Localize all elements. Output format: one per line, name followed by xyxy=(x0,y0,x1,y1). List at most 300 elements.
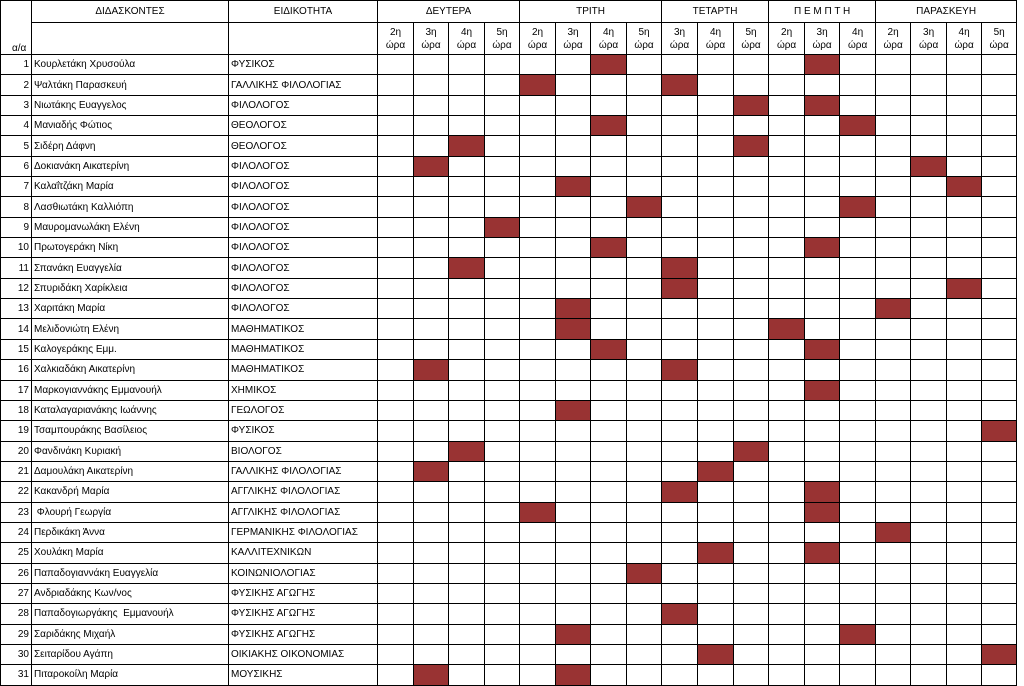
schedule-cell xyxy=(805,217,840,237)
schedule-cell xyxy=(520,217,556,237)
hour-word: ώρα xyxy=(741,39,761,51)
schedule-cell xyxy=(414,116,449,136)
schedule-cell xyxy=(378,400,414,420)
schedule-cell xyxy=(982,217,1017,237)
teacher-name: Ανδριαδάκης Κων/νος xyxy=(32,583,229,603)
row-number: 6 xyxy=(1,156,32,176)
schedule-cell xyxy=(947,75,982,95)
schedule-cell xyxy=(840,665,876,685)
schedule-cell xyxy=(449,583,485,603)
schedule-cell xyxy=(734,543,769,563)
schedule-cell xyxy=(947,482,982,502)
schedule-cell xyxy=(591,95,627,115)
schedule-cell xyxy=(734,563,769,583)
schedule-cell xyxy=(698,502,734,522)
schedule-cell xyxy=(734,217,769,237)
schedule-cell xyxy=(520,238,556,258)
teacher-specialty: ΘΕΟΛΟΓΟΣ xyxy=(229,116,378,136)
schedule-cell xyxy=(982,339,1017,359)
schedule-cell-occupied xyxy=(982,644,1017,664)
schedule-cell xyxy=(414,238,449,258)
schedule-cell xyxy=(662,217,698,237)
schedule-cell xyxy=(556,95,591,115)
schedule-cell xyxy=(414,502,449,522)
schedule-cell xyxy=(698,482,734,502)
schedule-cell-occupied xyxy=(520,75,556,95)
schedule-cell xyxy=(911,441,947,461)
schedule-cell-occupied xyxy=(449,258,485,278)
schedule-cell xyxy=(947,360,982,380)
schedule-cell xyxy=(840,400,876,420)
teacher-name: Τσαμπουράκης Βασίλειος xyxy=(32,421,229,441)
schedule-cell xyxy=(911,258,947,278)
schedule-cell xyxy=(520,421,556,441)
teacher-name: Μελιδονιώτη Ελένη xyxy=(32,319,229,339)
teacher-name: Καταλαγαριανάκης Ιωάννης xyxy=(32,400,229,420)
hour-header-row xyxy=(1,23,1017,55)
table-row xyxy=(1,156,1017,176)
schedule-cell xyxy=(449,400,485,420)
schedule-cell xyxy=(485,665,520,685)
hour-word: ώρα xyxy=(954,39,974,51)
teacher-specialty: ΧΗΜΙΚΟΣ xyxy=(229,380,378,400)
schedule-cell xyxy=(982,136,1017,156)
schedule-cell xyxy=(556,156,591,176)
schedule-cell xyxy=(805,441,840,461)
schedule-cell xyxy=(982,360,1017,380)
schedule-cell xyxy=(556,197,591,217)
table-row xyxy=(1,380,1017,400)
schedule-cell-occupied xyxy=(805,482,840,502)
specialty-header-blank xyxy=(229,23,378,55)
schedule-cell xyxy=(805,644,840,664)
schedule-cell xyxy=(911,400,947,420)
schedule-cell xyxy=(449,482,485,502)
schedule-cell xyxy=(378,563,414,583)
schedule-cell xyxy=(449,116,485,136)
schedule-cell xyxy=(449,278,485,298)
schedule-cell xyxy=(485,461,520,481)
schedule-cell xyxy=(449,95,485,115)
schedule-cell xyxy=(627,421,662,441)
schedule-cell xyxy=(556,380,591,400)
schedule-cell xyxy=(449,380,485,400)
hour-word: ώρα xyxy=(421,39,441,51)
hour-word: ώρα xyxy=(705,39,726,51)
schedule-cell xyxy=(591,522,627,542)
schedule-cell xyxy=(414,563,449,583)
schedule-cell xyxy=(982,258,1017,278)
hour-word: ώρα xyxy=(634,39,654,51)
schedule-cell xyxy=(485,400,520,420)
schedule-cell xyxy=(805,136,840,156)
schedule-cell-occupied xyxy=(591,116,627,136)
schedule-cell xyxy=(911,95,947,115)
schedule-cell xyxy=(662,522,698,542)
schedule-cell xyxy=(734,604,769,624)
schedule-cell xyxy=(840,583,876,603)
schedule-cell xyxy=(769,380,805,400)
schedule-cell xyxy=(662,461,698,481)
schedule-cell xyxy=(520,55,556,75)
schedule-cell xyxy=(520,299,556,319)
hour-header xyxy=(520,23,556,55)
schedule-cell-occupied xyxy=(414,461,449,481)
day-header-row xyxy=(1,1,1017,23)
schedule-cell xyxy=(485,339,520,359)
schedule-cell xyxy=(876,563,911,583)
schedule-cell xyxy=(485,522,520,542)
schedule-cell xyxy=(769,583,805,603)
schedule-cell xyxy=(769,116,805,136)
schedule-cell xyxy=(556,136,591,156)
schedule-cell xyxy=(591,299,627,319)
schedule-cell xyxy=(520,583,556,603)
schedule-cell-occupied xyxy=(805,238,840,258)
schedule-cell-occupied xyxy=(982,421,1017,441)
schedule-cell xyxy=(982,319,1017,339)
schedule-cell xyxy=(982,156,1017,176)
schedule-cell-occupied xyxy=(591,339,627,359)
hour-header xyxy=(911,23,947,55)
schedule-cell xyxy=(591,624,627,644)
schedule-cell xyxy=(947,197,982,217)
schedule-cell xyxy=(876,238,911,258)
row-number: 27 xyxy=(1,583,32,603)
teacher-name: Καλαΐτζάκη Μαρία xyxy=(32,177,229,197)
schedule-cell xyxy=(947,116,982,136)
schedule-cell xyxy=(947,502,982,522)
schedule-cell xyxy=(840,421,876,441)
schedule-cell xyxy=(840,543,876,563)
schedule-cell-occupied xyxy=(414,360,449,380)
schedule-cell xyxy=(520,665,556,685)
schedule-cell-occupied xyxy=(840,116,876,136)
table-row xyxy=(1,400,1017,420)
schedule-cell-occupied xyxy=(414,156,449,176)
schedule-cell xyxy=(520,339,556,359)
schedule-cell xyxy=(378,95,414,115)
schedule-cell xyxy=(378,339,414,359)
schedule-cell xyxy=(734,400,769,420)
schedule-cell xyxy=(485,75,520,95)
schedule-cell xyxy=(982,55,1017,75)
teacher-specialty: ΜΟΥΣΙΚΗΣ xyxy=(229,665,378,685)
row-number: 24 xyxy=(1,522,32,542)
schedule-cell xyxy=(982,75,1017,95)
schedule-cell xyxy=(840,55,876,75)
table-row xyxy=(1,665,1017,685)
schedule-cell xyxy=(414,136,449,156)
schedule-cell xyxy=(449,177,485,197)
schedule-cell xyxy=(734,502,769,522)
schedule-cell xyxy=(414,197,449,217)
schedule-cell xyxy=(378,543,414,563)
schedule-cell xyxy=(734,421,769,441)
schedule-cell xyxy=(698,197,734,217)
schedule-cell xyxy=(627,238,662,258)
schedule-cell xyxy=(520,278,556,298)
schedule-cell xyxy=(911,604,947,624)
schedule-cell xyxy=(591,258,627,278)
schedule-cell xyxy=(734,624,769,644)
teacher-specialty: ΑΓΓΛΙΚΗΣ ΦΙΛΟΛΟΓΙΑΣ xyxy=(229,502,378,522)
schedule-cell xyxy=(556,502,591,522)
schedule-cell xyxy=(698,75,734,95)
schedule-cell xyxy=(378,644,414,664)
schedule-cell xyxy=(769,461,805,481)
table-row xyxy=(1,55,1017,75)
schedule-cell xyxy=(911,482,947,502)
schedule-cell xyxy=(840,522,876,542)
schedule-cell xyxy=(627,583,662,603)
schedule-cell xyxy=(414,217,449,237)
schedule-cell xyxy=(449,156,485,176)
teacher-specialty: ΓΕΩΛΟΓΟΣ xyxy=(229,400,378,420)
schedule-cell xyxy=(947,299,982,319)
schedule-cell xyxy=(734,75,769,95)
schedule-cell xyxy=(876,116,911,136)
schedule-cell xyxy=(414,319,449,339)
schedule-cell xyxy=(982,278,1017,298)
teacher-specialty: ΦΙΛΟΛΟΓΟΣ xyxy=(229,278,378,298)
schedule-cell xyxy=(805,583,840,603)
schedule-cell xyxy=(911,461,947,481)
row-number: 16 xyxy=(1,360,32,380)
schedule-cell xyxy=(698,55,734,75)
schedule-cell xyxy=(520,563,556,583)
schedule-cell-occupied xyxy=(662,360,698,380)
schedule-cell xyxy=(378,75,414,95)
schedule-cell xyxy=(591,461,627,481)
schedule-cell xyxy=(591,177,627,197)
schedule-cell xyxy=(556,238,591,258)
schedule-cell xyxy=(698,177,734,197)
schedule-cell xyxy=(556,116,591,136)
schedule-cell xyxy=(805,624,840,644)
schedule-cell xyxy=(520,360,556,380)
schedule-cell xyxy=(876,136,911,156)
schedule-cell xyxy=(840,156,876,176)
schedule-cell xyxy=(627,177,662,197)
teacher-specialty: ΦΥΣΙΚΗΣ ΑΓΩΓΗΣ xyxy=(229,583,378,603)
schedule-cell xyxy=(947,339,982,359)
teacher-specialty: ΚΑΛΛΙΤΕΧΝΙΚΩΝ xyxy=(229,543,378,563)
schedule-cell xyxy=(982,380,1017,400)
schedule-cell xyxy=(876,75,911,95)
schedule-cell xyxy=(982,665,1017,685)
teacher-specialty: ΦΥΣΙΚΗΣ ΑΓΩΓΗΣ xyxy=(229,604,378,624)
hour-number: 3η xyxy=(425,26,437,38)
schedule-cell xyxy=(378,380,414,400)
schedule-cell xyxy=(876,217,911,237)
schedule-cell xyxy=(520,624,556,644)
schedule-cell xyxy=(769,197,805,217)
schedule-cell xyxy=(769,624,805,644)
schedule-cell xyxy=(698,136,734,156)
schedule-cell xyxy=(520,258,556,278)
schedule-cell xyxy=(769,665,805,685)
schedule-cell xyxy=(840,319,876,339)
schedule-cell xyxy=(591,380,627,400)
hour-header xyxy=(698,23,734,55)
hour-header xyxy=(449,23,485,55)
schedule-cell xyxy=(734,644,769,664)
row-number: 15 xyxy=(1,339,32,359)
schedule-cell xyxy=(876,543,911,563)
schedule-cell-occupied xyxy=(662,258,698,278)
teachers-header-blank xyxy=(32,23,229,55)
schedule-cell xyxy=(805,604,840,624)
schedule-cell xyxy=(556,644,591,664)
teacher-specialty: ΒΙΟΛΟΓΟΣ xyxy=(229,441,378,461)
schedule-cell xyxy=(698,217,734,237)
schedule-cell xyxy=(591,583,627,603)
hour-number: 5η xyxy=(638,26,650,38)
schedule-cell xyxy=(627,116,662,136)
schedule-cell xyxy=(947,665,982,685)
row-number: 30 xyxy=(1,644,32,664)
schedule-cell xyxy=(947,543,982,563)
teacher-specialty: ΦΥΣΙΚΗΣ ΑΓΩΓΗΣ xyxy=(229,624,378,644)
schedule-cell xyxy=(485,624,520,644)
schedule-cell xyxy=(769,136,805,156)
schedule-cell xyxy=(662,197,698,217)
schedule-cell xyxy=(591,217,627,237)
schedule-cell xyxy=(698,299,734,319)
teacher-specialty: ΑΓΓΛΙΚΗΣ ΦΙΛΟΛΟΓΙΑΣ xyxy=(229,482,378,502)
schedule-cell xyxy=(840,217,876,237)
schedule-cell xyxy=(805,299,840,319)
schedule-cell xyxy=(805,461,840,481)
schedule-cell xyxy=(378,482,414,502)
row-number: 10 xyxy=(1,238,32,258)
schedule-cell xyxy=(769,177,805,197)
teacher-specialty: ΜΑΘΗΜΑΤΙΚΟΣ xyxy=(229,360,378,380)
schedule-cell xyxy=(378,156,414,176)
schedule-cell xyxy=(449,55,485,75)
schedule-cell xyxy=(449,624,485,644)
schedule-cell xyxy=(449,238,485,258)
schedule-cell xyxy=(520,400,556,420)
schedule-cell xyxy=(876,278,911,298)
schedule-cell xyxy=(769,482,805,502)
schedule-cell xyxy=(876,421,911,441)
schedule-cell xyxy=(627,644,662,664)
hour-header xyxy=(662,23,698,55)
schedule-cell xyxy=(734,583,769,603)
schedule-cell xyxy=(982,441,1017,461)
schedule-cell xyxy=(876,156,911,176)
schedule-cell xyxy=(627,665,662,685)
schedule-cell xyxy=(805,522,840,542)
schedule-body xyxy=(1,55,1017,686)
teacher-specialty: ΓΑΛΛΙΚΗΣ ΦΙΛΟΛΟΓΙΑΣ xyxy=(229,75,378,95)
schedule-cell xyxy=(627,278,662,298)
schedule-cell xyxy=(805,258,840,278)
schedule-cell-occupied xyxy=(840,197,876,217)
schedule-cell xyxy=(520,177,556,197)
hour-number: 3η xyxy=(923,26,935,38)
hour-header xyxy=(627,23,662,55)
table-row xyxy=(1,360,1017,380)
schedule-cell-occupied xyxy=(662,278,698,298)
schedule-cell xyxy=(698,441,734,461)
schedule-cell xyxy=(947,95,982,115)
schedule-cell xyxy=(840,644,876,664)
schedule-cell xyxy=(414,55,449,75)
schedule-cell xyxy=(734,482,769,502)
schedule-cell xyxy=(911,339,947,359)
schedule-cell-occupied xyxy=(591,55,627,75)
table-row xyxy=(1,136,1017,156)
schedule-cell xyxy=(876,319,911,339)
teacher-name: Χαλκιαδάκη Αικατερίνη xyxy=(32,360,229,380)
row-number: 28 xyxy=(1,604,32,624)
aa-header-cell: α/α xyxy=(1,1,32,55)
schedule-cell xyxy=(414,299,449,319)
hour-word: ώρα xyxy=(527,39,548,51)
schedule-cell xyxy=(556,604,591,624)
schedule-cell xyxy=(982,502,1017,522)
schedule-cell xyxy=(485,156,520,176)
schedule-cell xyxy=(911,278,947,298)
hour-word: ώρα xyxy=(563,39,583,51)
schedule-cell xyxy=(947,258,982,278)
schedule-cell xyxy=(662,177,698,197)
schedule-cell xyxy=(627,136,662,156)
schedule-cell xyxy=(698,258,734,278)
schedule-cell xyxy=(876,502,911,522)
schedule-cell xyxy=(805,665,840,685)
schedule-cell xyxy=(485,441,520,461)
schedule-cell-occupied xyxy=(698,644,734,664)
schedule-cell xyxy=(449,217,485,237)
schedule-cell xyxy=(591,644,627,664)
schedule-cell xyxy=(769,55,805,75)
schedule-cell xyxy=(414,604,449,624)
schedule-cell xyxy=(840,441,876,461)
schedule-cell-occupied xyxy=(520,502,556,522)
schedule-cell xyxy=(591,482,627,502)
schedule-cell xyxy=(769,156,805,176)
schedule-cell xyxy=(911,360,947,380)
schedule-cell xyxy=(734,522,769,542)
hour-header xyxy=(734,23,769,55)
schedule-cell xyxy=(876,380,911,400)
schedule-cell xyxy=(769,217,805,237)
schedule-cell xyxy=(556,543,591,563)
schedule-cell xyxy=(414,482,449,502)
schedule-cell xyxy=(947,604,982,624)
schedule-cell xyxy=(591,136,627,156)
teacher-name: Φανδινάκη Κυριακή xyxy=(32,441,229,461)
teacher-specialty: ΦΙΛΟΛΟΓΟΣ xyxy=(229,217,378,237)
row-number: 20 xyxy=(1,441,32,461)
schedule-cell xyxy=(911,665,947,685)
teacher-name: Πιταροκοίλη Μαρία xyxy=(32,665,229,685)
schedule-cell xyxy=(876,482,911,502)
schedule-cell-occupied xyxy=(556,177,591,197)
schedule-cell xyxy=(378,299,414,319)
schedule-cell-occupied xyxy=(556,665,591,685)
table-row xyxy=(1,461,1017,481)
row-number: 8 xyxy=(1,197,32,217)
teacher-specialty: ΟΙΚΙΑΚΗΣ ΟΙΚΟΝΟΜΙΑΣ xyxy=(229,644,378,664)
schedule-cell-occupied xyxy=(734,441,769,461)
schedule-cell xyxy=(840,461,876,481)
schedule-cell xyxy=(449,502,485,522)
